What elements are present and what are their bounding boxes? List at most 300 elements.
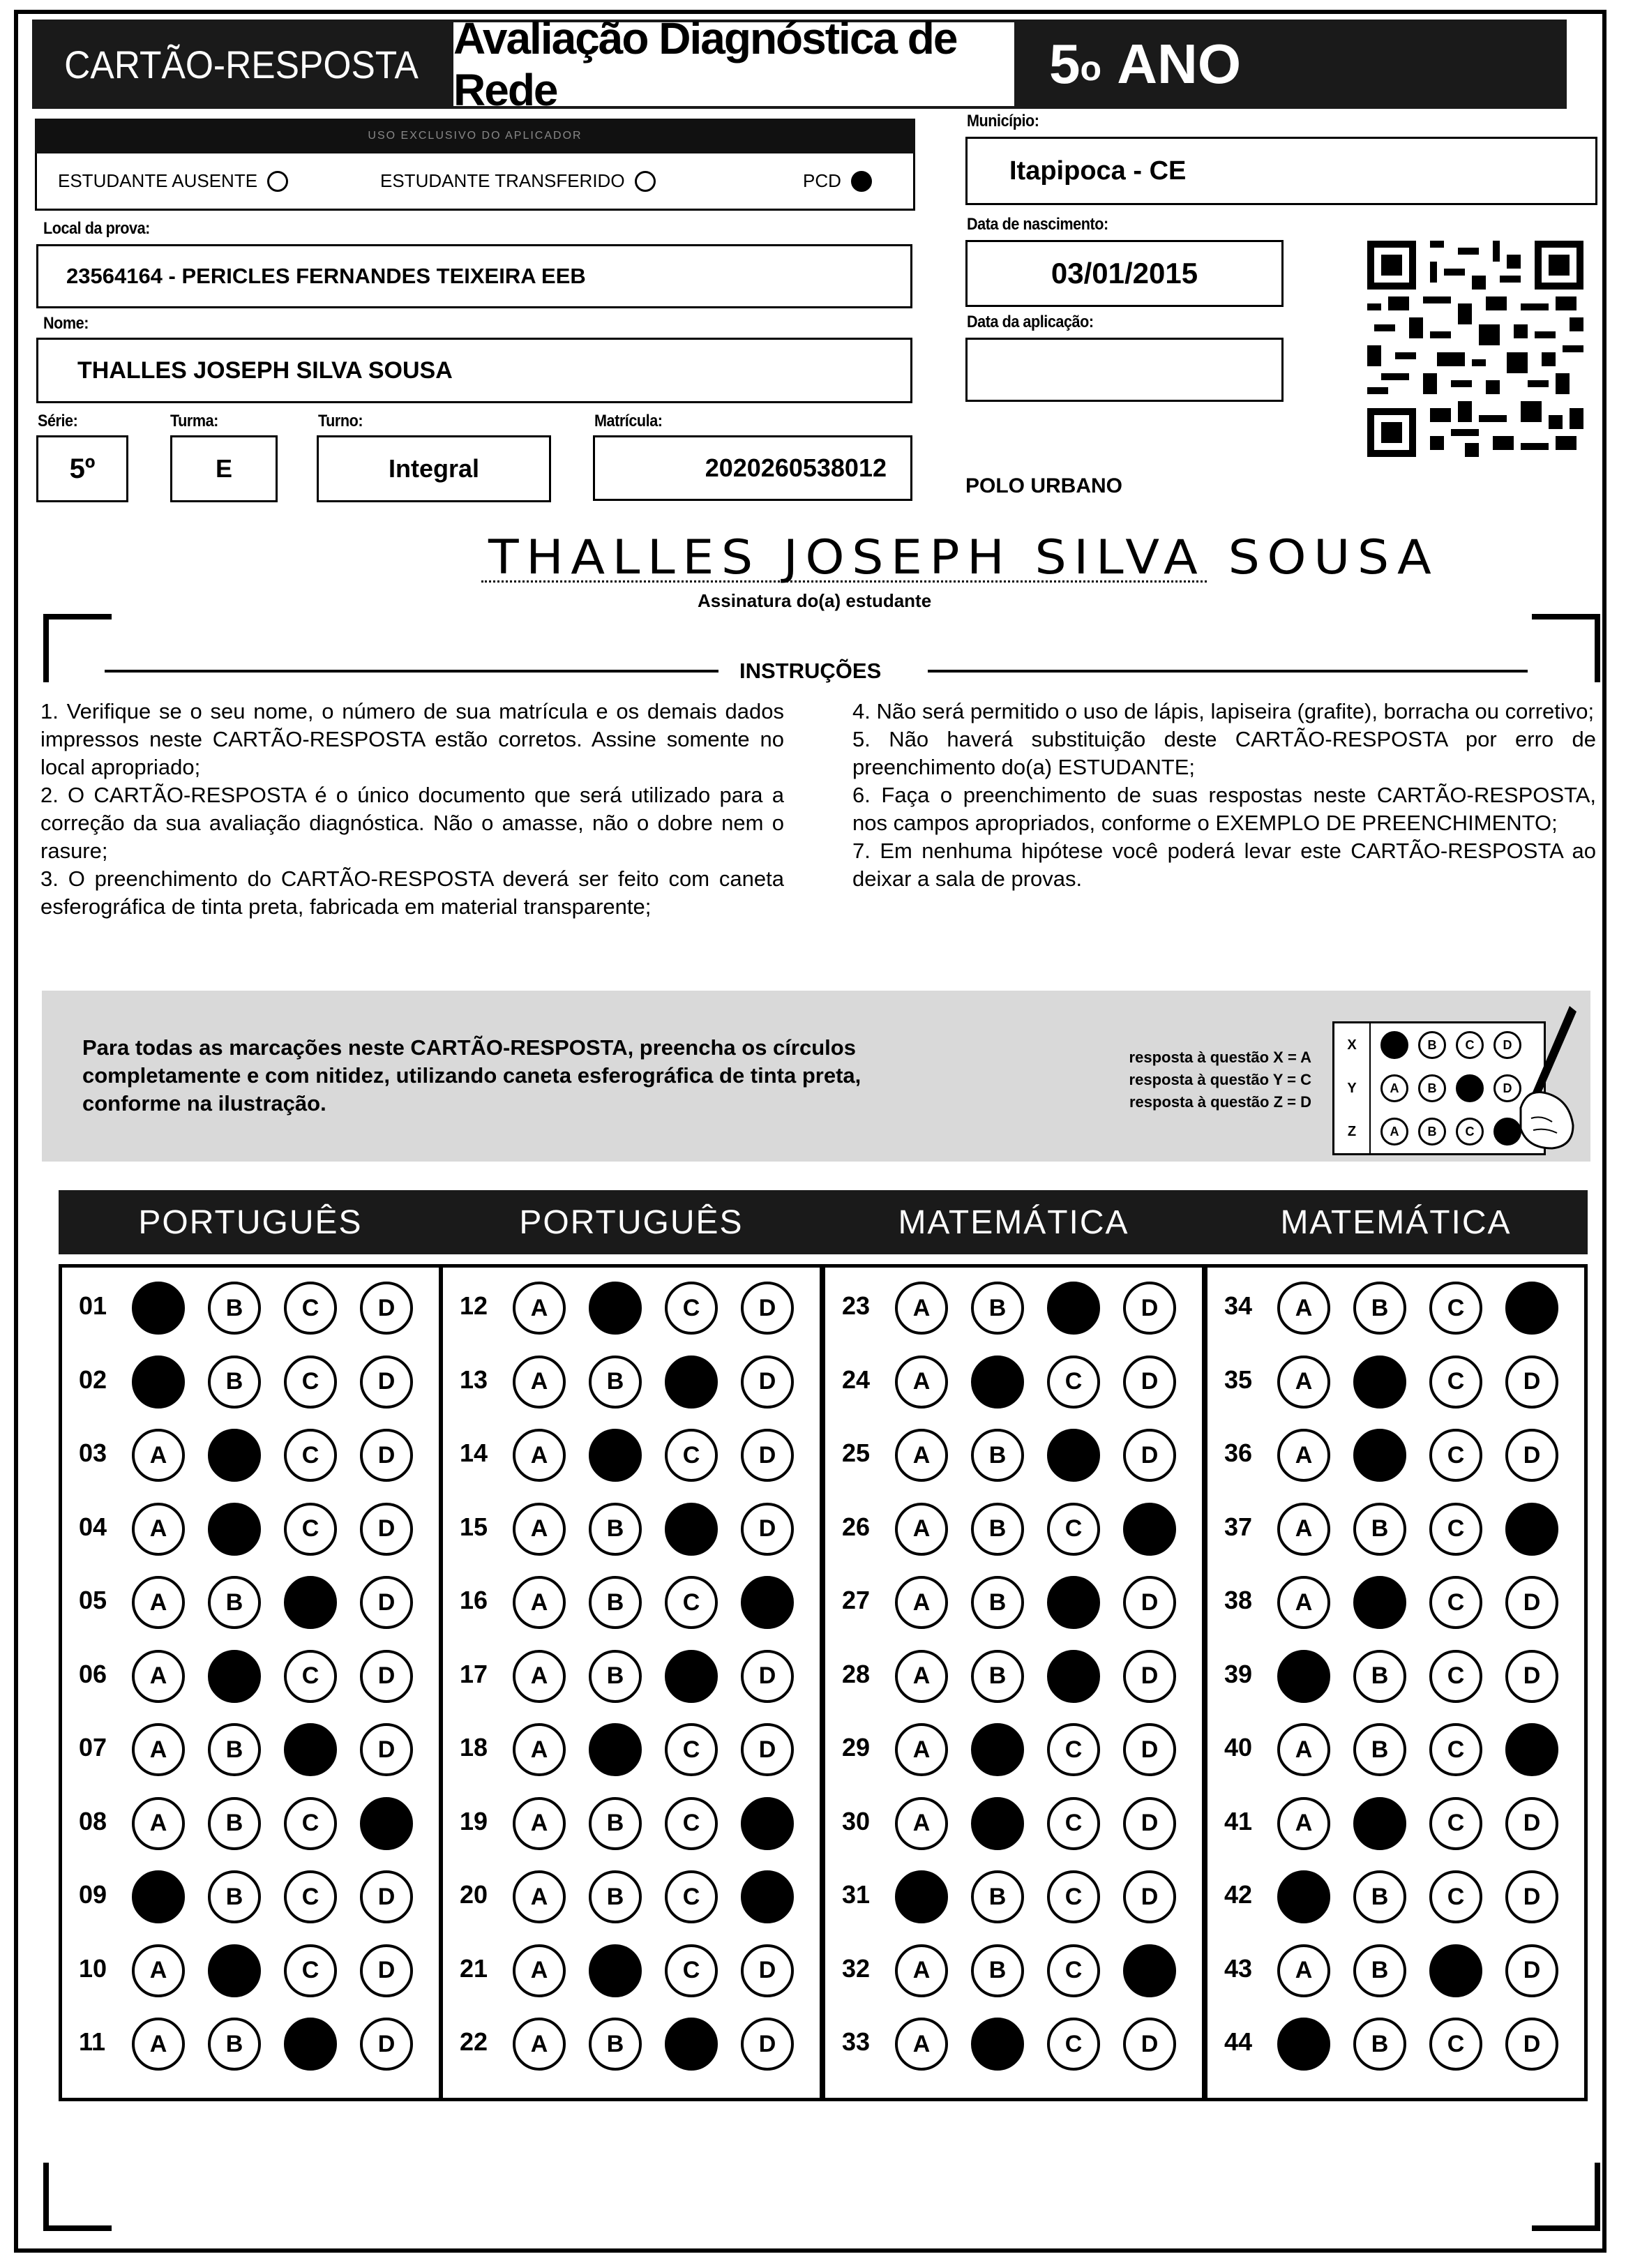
answer-bubble-a[interactable]: A xyxy=(895,1282,948,1335)
answer-column xyxy=(439,1190,823,2057)
answer-bubble-d[interactable]: D xyxy=(1123,1576,1176,1629)
answer-bubble-d[interactable]: D xyxy=(1123,1282,1176,1335)
answer-bubble-a[interactable]: A xyxy=(1277,1576,1330,1629)
answer-bubble-a[interactable]: A xyxy=(513,1650,566,1703)
instructions-title: INSTRUÇÕES xyxy=(739,659,882,683)
answer-bubble-a[interactable]: A xyxy=(513,1870,566,1923)
example-row xyxy=(1334,1067,1544,1110)
answer-bubble-c[interactable]: C xyxy=(665,1797,718,1850)
question-row xyxy=(443,1789,820,1852)
question-row xyxy=(825,1494,1202,1557)
answer-bubble-b[interactable]: B xyxy=(1353,1723,1406,1776)
answer-bubble-d[interactable]: D xyxy=(1123,1870,1176,1923)
question-row xyxy=(825,2009,1202,2072)
answer-bubble-b[interactable]: B xyxy=(971,1944,1024,1997)
answer-bubble-a[interactable] xyxy=(1277,2018,1330,2071)
answer-bubble-b[interactable]: B xyxy=(971,1870,1024,1923)
answer-bubble-c[interactable]: C xyxy=(1047,1870,1100,1923)
answer-bubble-d[interactable]: D xyxy=(360,1870,413,1923)
answer-bubble-b[interactable]: B xyxy=(208,1797,261,1850)
answer-bubble-c[interactable]: C xyxy=(1429,1797,1482,1850)
corner-mark xyxy=(1532,2163,1600,2231)
answer-bubble-c[interactable] xyxy=(1047,1650,1100,1703)
serie-label: Série: xyxy=(38,412,78,430)
answer-bubble-d[interactable]: D xyxy=(1123,1355,1176,1409)
answer-bubble-d[interactable]: D xyxy=(1123,1429,1176,1482)
answer-bubble-a[interactable]: A xyxy=(895,1576,948,1629)
question-row xyxy=(62,1420,439,1483)
answer-bubble-c[interactable] xyxy=(284,2018,337,2071)
question-row xyxy=(62,1789,439,1852)
example-bubble: C xyxy=(1456,1031,1484,1059)
answer-bubble-b[interactable]: B xyxy=(971,1282,1024,1335)
absent-circle[interactable] xyxy=(267,171,288,192)
answer-bubble-b[interactable] xyxy=(589,1723,642,1776)
transferred-circle[interactable] xyxy=(635,171,656,192)
nome-field: THALLES JOSEPH SILVA SOUSA xyxy=(36,338,912,403)
answer-column xyxy=(59,1190,442,2057)
answer-bubble-b[interactable]: B xyxy=(208,2018,261,2071)
header xyxy=(32,13,1567,115)
question-row xyxy=(443,1347,820,1410)
answer-bubble-c[interactable]: C xyxy=(1429,1282,1482,1335)
question-number: 02 xyxy=(79,1365,107,1394)
municipio-field: Itapipoca - CE xyxy=(965,137,1597,205)
answer-bubble-c[interactable]: C xyxy=(1429,2018,1482,2071)
answer-bubble-c[interactable]: C xyxy=(1429,1355,1482,1409)
subject-header: MATEMÁTICA xyxy=(822,1190,1205,1254)
corner-mark xyxy=(43,2163,112,2231)
answer-bubble-a[interactable] xyxy=(132,1282,185,1335)
answer-bubble-d[interactable]: D xyxy=(1505,1429,1558,1482)
question-number: 09 xyxy=(79,1880,107,1909)
answer-bubble-b[interactable]: B xyxy=(589,1650,642,1703)
answer-bubble-d[interactable]: D xyxy=(741,2018,794,2071)
example-row-label: X xyxy=(1334,1023,1371,1067)
legend-item: resposta à questão X = A xyxy=(1129,1049,1311,1066)
question-number: 34 xyxy=(1224,1291,1253,1320)
example-bubble: D xyxy=(1493,1031,1521,1059)
answer-box xyxy=(822,1264,1205,2101)
answer-bubble-d[interactable]: D xyxy=(1505,1355,1558,1409)
grade-number: 5 xyxy=(1049,33,1081,95)
answer-bubble-d[interactable]: D xyxy=(1123,1797,1176,1850)
answer-bubble-c[interactable]: C xyxy=(284,1797,337,1850)
answer-bubble-c[interactable]: C xyxy=(1047,1503,1100,1556)
question-number: 42 xyxy=(1224,1880,1253,1909)
answer-bubble-b[interactable]: B xyxy=(208,1355,261,1409)
answer-bubble-a[interactable] xyxy=(1277,1650,1330,1703)
question-number: 11 xyxy=(79,2027,106,2056)
answer-bubble-b[interactable]: B xyxy=(208,1723,261,1776)
answer-bubble-c[interactable]: C xyxy=(1429,1650,1482,1703)
legend-item: resposta à questão Y = C xyxy=(1129,1071,1311,1088)
answer-bubble-a[interactable]: A xyxy=(132,1650,185,1703)
pcd-circle[interactable] xyxy=(851,171,872,192)
question-number: 30 xyxy=(842,1806,871,1835)
question-row xyxy=(825,1273,1202,1336)
answer-bubble-c[interactable]: C xyxy=(284,1944,337,1997)
answer-bubble-d[interactable] xyxy=(1123,1503,1176,1556)
answer-bubble-d[interactable]: D xyxy=(741,1355,794,1409)
question-row xyxy=(1207,1494,1584,1557)
answer-box xyxy=(439,1264,823,2101)
answer-bubble-a[interactable]: A xyxy=(132,1503,185,1556)
answer-bubble-b[interactable] xyxy=(208,1503,261,1556)
answer-bubble-b[interactable]: B xyxy=(1353,1870,1406,1923)
answer-bubble-c[interactable] xyxy=(284,1723,337,1776)
question-number: 37 xyxy=(1224,1512,1253,1541)
question-row xyxy=(825,1347,1202,1410)
answer-bubble-d[interactable] xyxy=(1505,1723,1558,1776)
question-number: 41 xyxy=(1224,1806,1253,1835)
nome-label: Nome: xyxy=(43,314,89,333)
answer-bubble-a[interactable]: A xyxy=(1277,1429,1330,1482)
answer-bubble-d[interactable]: D xyxy=(741,1503,794,1556)
answer-bubble-b[interactable] xyxy=(971,1355,1024,1409)
answer-bubble-a[interactable]: A xyxy=(895,1944,948,1997)
answer-bubble-c[interactable]: C xyxy=(284,1355,337,1409)
answer-bubble-c[interactable]: C xyxy=(284,1503,337,1556)
answer-bubble-a[interactable]: A xyxy=(895,1797,948,1850)
grade-word: ANO xyxy=(1117,33,1242,95)
answer-bubble-c[interactable] xyxy=(1047,1282,1100,1335)
example-row-label: Z xyxy=(1334,1110,1371,1153)
answer-bubble-c[interactable]: C xyxy=(665,1870,718,1923)
answer-bubble-c[interactable]: C xyxy=(665,1944,718,1997)
answer-bubble-a[interactable]: A xyxy=(132,1797,185,1850)
answer-bubble-a[interactable]: A xyxy=(513,1282,566,1335)
answer-bubble-c[interactable]: C xyxy=(665,1429,718,1482)
divider xyxy=(928,670,1528,673)
question-row xyxy=(443,2009,820,2072)
answer-bubble-d[interactable]: D xyxy=(360,1503,413,1556)
polo-label: POLO URBANO xyxy=(965,474,1122,497)
question-number: 32 xyxy=(842,1953,871,1983)
answer-bubble-b[interactable]: B xyxy=(589,1355,642,1409)
answer-bubble-c[interactable]: C xyxy=(665,1723,718,1776)
answer-bubble-b[interactable]: B xyxy=(1353,2018,1406,2071)
answer-bubble-d[interactable]: D xyxy=(1505,1870,1558,1923)
answer-bubble-a[interactable]: A xyxy=(895,1355,948,1409)
example-legend xyxy=(1032,1046,1311,1113)
question-row xyxy=(1207,1862,1584,1925)
question-row xyxy=(1207,1347,1584,1410)
answer-bubble-c[interactable]: C xyxy=(284,1282,337,1335)
question-number: 06 xyxy=(79,1659,107,1688)
question-number: 16 xyxy=(460,1586,488,1614)
grade-label xyxy=(1017,20,1567,109)
hand-pen-icon xyxy=(1514,1003,1583,1150)
answer-bubble-a[interactable]: A xyxy=(895,1503,948,1556)
example-row xyxy=(1334,1023,1544,1067)
question-row xyxy=(443,1568,820,1630)
answer-bubble-d[interactable] xyxy=(741,1797,794,1850)
divider xyxy=(105,670,718,673)
answer-bubble-d[interactable]: D xyxy=(1505,1650,1558,1703)
local-field: 23564164 - PERICLES FERNANDES TEIXEIRA EEB xyxy=(36,244,912,308)
answer-bubble-b[interactable]: B xyxy=(1353,1503,1406,1556)
answer-bubble-d[interactable]: D xyxy=(360,1429,413,1482)
question-number: 33 xyxy=(842,2027,871,2056)
question-number: 14 xyxy=(460,1439,488,1467)
answer-bubble-a[interactable]: A xyxy=(513,1797,566,1850)
answer-bubble-c[interactable]: C xyxy=(1047,1797,1100,1850)
answer-bubble-d[interactable]: D xyxy=(1505,1797,1558,1850)
answer-bubble-a[interactable]: A xyxy=(895,1429,948,1482)
question-row xyxy=(825,1862,1202,1925)
answer-bubble-d[interactable]: D xyxy=(360,1355,413,1409)
answer-bubble-a[interactable]: A xyxy=(513,1576,566,1629)
answer-bubble-b[interactable]: B xyxy=(971,1576,1024,1629)
example-bubble: A xyxy=(1380,1118,1408,1146)
answer-bubble-b[interactable] xyxy=(589,1429,642,1482)
question-row xyxy=(443,1420,820,1483)
sheet-title: CARTÃO-RESPOSTA xyxy=(64,42,419,87)
answer-bubble-d[interactable]: D xyxy=(360,2018,413,2071)
answer-bubble-a[interactable]: A xyxy=(1277,1503,1330,1556)
answer-bubble-d[interactable]: D xyxy=(360,1576,413,1629)
answer-bubble-a[interactable] xyxy=(132,1355,185,1409)
transferred-label: ESTUDANTE TRANSFERIDO xyxy=(380,170,625,191)
example-bubble xyxy=(1380,1031,1408,1059)
turma-label: Turma: xyxy=(170,412,218,430)
instruction-item: 1. Verifique se o seu nome, o número de sua matrícula e os demais dados impressos neste CARTÃO-RESPOSTA estão corretos. Assine somente no local apropriado; xyxy=(40,699,784,779)
answer-bubble-a[interactable]: A xyxy=(895,1650,948,1703)
answer-bubble-c[interactable] xyxy=(284,1576,337,1629)
fill-example xyxy=(42,991,1590,1162)
answer-bubble-c[interactable]: C xyxy=(1429,1870,1482,1923)
pcd-option[interactable] xyxy=(803,170,872,192)
answer-bubble-d[interactable]: D xyxy=(1505,1944,1558,1997)
answer-bubble-d[interactable]: D xyxy=(360,1650,413,1703)
question-number: 44 xyxy=(1224,2027,1253,2056)
answer-bubble-b[interactable]: B xyxy=(1353,1944,1406,1997)
question-number: 24 xyxy=(842,1365,871,1394)
question-row xyxy=(62,1715,439,1778)
answer-bubble-b[interactable]: B xyxy=(208,1282,261,1335)
answer-bubble-a[interactable]: A xyxy=(132,2018,185,2071)
answer-column xyxy=(1204,1190,1588,2057)
question-row xyxy=(62,1642,439,1704)
answer-bubble-b[interactable] xyxy=(1353,1797,1406,1850)
answer-bubble-a[interactable]: A xyxy=(513,1944,566,1997)
answer-bubble-b[interactable]: B xyxy=(1353,1282,1406,1335)
question-row xyxy=(1207,1642,1584,1704)
answer-bubble-a[interactable]: A xyxy=(513,1503,566,1556)
question-row xyxy=(825,1642,1202,1704)
question-number: 10 xyxy=(79,1953,107,1983)
example-bubble: D xyxy=(1493,1074,1521,1102)
answer-bubble-d[interactable]: D xyxy=(360,1944,413,1997)
answer-bubble-a[interactable]: A xyxy=(513,1429,566,1482)
instructions-right xyxy=(852,698,1596,893)
answer-bubble-b[interactable]: B xyxy=(589,1870,642,1923)
answer-bubble-c[interactable] xyxy=(665,2018,718,2071)
question-number: 15 xyxy=(460,1512,488,1541)
answer-bubble-d[interactable] xyxy=(741,1576,794,1629)
example-bubble: B xyxy=(1418,1031,1446,1059)
answer-bubble-b[interactable]: B xyxy=(589,1503,642,1556)
answer-bubble-c[interactable]: C xyxy=(1429,1723,1482,1776)
answer-bubble-a[interactable]: A xyxy=(132,1723,185,1776)
answer-bubble-c[interactable]: C xyxy=(1047,1944,1100,1997)
question-number: 26 xyxy=(842,1512,871,1541)
answer-bubble-d[interactable] xyxy=(741,1870,794,1923)
answer-bubble-d[interactable]: D xyxy=(1505,2018,1558,2071)
answer-bubble-d[interactable]: D xyxy=(1123,2018,1176,2071)
answer-bubble-d[interactable] xyxy=(360,1797,413,1850)
answer-bubble-c[interactable]: C xyxy=(284,1429,337,1482)
question-row xyxy=(62,1347,439,1410)
answer-bubble-b[interactable]: B xyxy=(971,1503,1024,1556)
answer-bubble-a[interactable]: A xyxy=(513,2018,566,2071)
question-row xyxy=(443,1936,820,1999)
answer-bubble-b[interactable]: B xyxy=(1353,1650,1406,1703)
answer-bubble-d[interactable] xyxy=(1123,1944,1176,1997)
instructions-left xyxy=(40,698,784,921)
answer-bubble-c[interactable]: C xyxy=(284,1870,337,1923)
question-row xyxy=(1207,1936,1584,1999)
nascimento-label: Data de nascimento: xyxy=(967,215,1108,234)
answer-bubble-d[interactable] xyxy=(1505,1503,1558,1556)
answer-bubble-d[interactable]: D xyxy=(1505,1576,1558,1629)
answer-bubble-a[interactable]: A xyxy=(1277,1282,1330,1335)
question-number: 07 xyxy=(79,1733,107,1762)
answer-bubble-d[interactable]: D xyxy=(741,1944,794,1997)
answer-bubble-b[interactable]: B xyxy=(208,1576,261,1629)
answer-bubble-a[interactable] xyxy=(895,1870,948,1923)
answer-bubble-a[interactable]: A xyxy=(1277,1723,1330,1776)
answer-bubble-a[interactable]: A xyxy=(1277,1355,1330,1409)
absent-option[interactable] xyxy=(58,170,288,192)
question-row xyxy=(443,1862,820,1925)
question-row xyxy=(825,1420,1202,1483)
answer-bubble-b[interactable] xyxy=(1353,1429,1406,1482)
answer-bubble-c[interactable] xyxy=(665,1355,718,1409)
example-row xyxy=(1334,1110,1544,1153)
answer-bubble-b[interactable]: B xyxy=(971,1429,1024,1482)
answer-bubble-a[interactable]: A xyxy=(132,1944,185,1997)
question-row xyxy=(1207,1273,1584,1336)
pcd-label: PCD xyxy=(803,170,841,191)
question-number: 18 xyxy=(460,1733,488,1762)
instructions-header xyxy=(105,657,1528,685)
aplicacao-label: Data da aplicação: xyxy=(967,313,1094,331)
answer-bubble-a[interactable]: A xyxy=(1277,1797,1330,1850)
question-number: 35 xyxy=(1224,1365,1253,1394)
question-row xyxy=(62,1273,439,1336)
example-bubble: B xyxy=(1418,1118,1446,1146)
question-row xyxy=(1207,1420,1584,1483)
answer-bubble-c[interactable]: C xyxy=(284,1650,337,1703)
answer-bubble-c[interactable]: C xyxy=(1429,1429,1482,1482)
answer-bubble-a[interactable]: A xyxy=(895,1723,948,1776)
answer-bubble-d[interactable]: D xyxy=(1123,1650,1176,1703)
answer-bubble-c[interactable]: C xyxy=(1047,2018,1100,2071)
answer-bubble-a[interactable]: A xyxy=(513,1723,566,1776)
question-number: 03 xyxy=(79,1439,107,1467)
answer-bubble-b[interactable]: B xyxy=(589,2018,642,2071)
answer-bubble-b[interactable] xyxy=(589,1282,642,1335)
handwritten-signature: THALLES JOSEPH SILVA SOUSA xyxy=(488,530,1439,585)
answer-bubble-c[interactable] xyxy=(1429,1944,1482,1997)
answer-bubble-c[interactable]: C xyxy=(1047,1723,1100,1776)
answer-bubble-c[interactable] xyxy=(665,1650,718,1703)
answer-bubble-a[interactable]: A xyxy=(1277,1944,1330,1997)
answer-box xyxy=(1204,1264,1588,2101)
question-number: 38 xyxy=(1224,1586,1253,1614)
example-bubble: C xyxy=(1456,1118,1484,1146)
answer-bubble-a[interactable] xyxy=(1277,1870,1330,1923)
answer-bubble-d[interactable]: D xyxy=(741,1429,794,1482)
subject-header: PORTUGUÊS xyxy=(59,1190,442,1254)
answer-bubble-a[interactable] xyxy=(132,1870,185,1923)
question-number: 05 xyxy=(79,1586,107,1614)
answer-bubble-b[interactable] xyxy=(1353,1355,1406,1409)
example-bubble: B xyxy=(1418,1074,1446,1102)
answer-bubble-c[interactable]: C xyxy=(1429,1576,1482,1629)
answer-bubble-d[interactable]: D xyxy=(741,1723,794,1776)
question-number: 39 xyxy=(1224,1659,1253,1688)
answer-bubble-d[interactable] xyxy=(1505,1282,1558,1335)
question-number: 17 xyxy=(460,1659,488,1688)
answer-bubble-c[interactable] xyxy=(1047,1429,1100,1482)
answer-bubble-a[interactable]: A xyxy=(132,1576,185,1629)
turma-field: E xyxy=(170,435,278,502)
answer-bubble-a[interactable]: A xyxy=(513,1355,566,1409)
answer-bubble-d[interactable]: D xyxy=(741,1282,794,1335)
answer-bubble-b[interactable]: B xyxy=(208,1870,261,1923)
question-number: 27 xyxy=(842,1586,871,1614)
answer-bubble-d[interactable]: D xyxy=(360,1723,413,1776)
answer-bubble-b[interactable] xyxy=(971,1723,1024,1776)
question-row xyxy=(62,2009,439,2072)
question-row xyxy=(62,1936,439,1999)
answer-bubble-b[interactable] xyxy=(1353,1576,1406,1629)
question-row xyxy=(1207,1715,1584,1778)
answer-bubble-b[interactable] xyxy=(971,2018,1024,2071)
answer-bubble-c[interactable]: C xyxy=(1047,1355,1100,1409)
question-number: 29 xyxy=(842,1733,871,1762)
answer-bubble-b[interactable] xyxy=(971,1797,1024,1850)
answer-bubble-c[interactable] xyxy=(665,1503,718,1556)
question-number: 08 xyxy=(79,1806,107,1835)
question-number: 22 xyxy=(460,2027,488,2056)
answer-bubble-d[interactable]: D xyxy=(360,1282,413,1335)
answer-bubble-c[interactable]: C xyxy=(665,1282,718,1335)
answer-bubble-b[interactable] xyxy=(589,1944,642,1997)
answer-bubble-a[interactable]: A xyxy=(132,1429,185,1482)
answer-bubble-b[interactable] xyxy=(208,1429,261,1482)
applicator-bar: USO EXCLUSIVO DO APLICADOR xyxy=(35,119,915,153)
transferred-option[interactable] xyxy=(380,170,656,192)
answer-bubble-b[interactable]: B xyxy=(589,1576,642,1629)
answer-bubble-d[interactable]: D xyxy=(1123,1723,1176,1776)
answer-bubble-a[interactable]: A xyxy=(895,2018,948,2071)
answer-bubble-c[interactable] xyxy=(1047,1576,1100,1629)
nascimento-field: 03/01/2015 xyxy=(965,240,1284,307)
answer-bubble-c[interactable]: C xyxy=(665,1576,718,1629)
question-row xyxy=(825,1936,1202,1999)
answer-bubble-b[interactable] xyxy=(208,1944,261,1997)
answer-bubble-b[interactable] xyxy=(208,1650,261,1703)
answer-bubble-b[interactable]: B xyxy=(971,1650,1024,1703)
answer-bubble-c[interactable]: C xyxy=(1429,1503,1482,1556)
subject-header: MATEMÁTICA xyxy=(1204,1190,1588,1254)
answer-bubble-b[interactable]: B xyxy=(589,1797,642,1850)
answer-bubble-d[interactable]: D xyxy=(741,1650,794,1703)
